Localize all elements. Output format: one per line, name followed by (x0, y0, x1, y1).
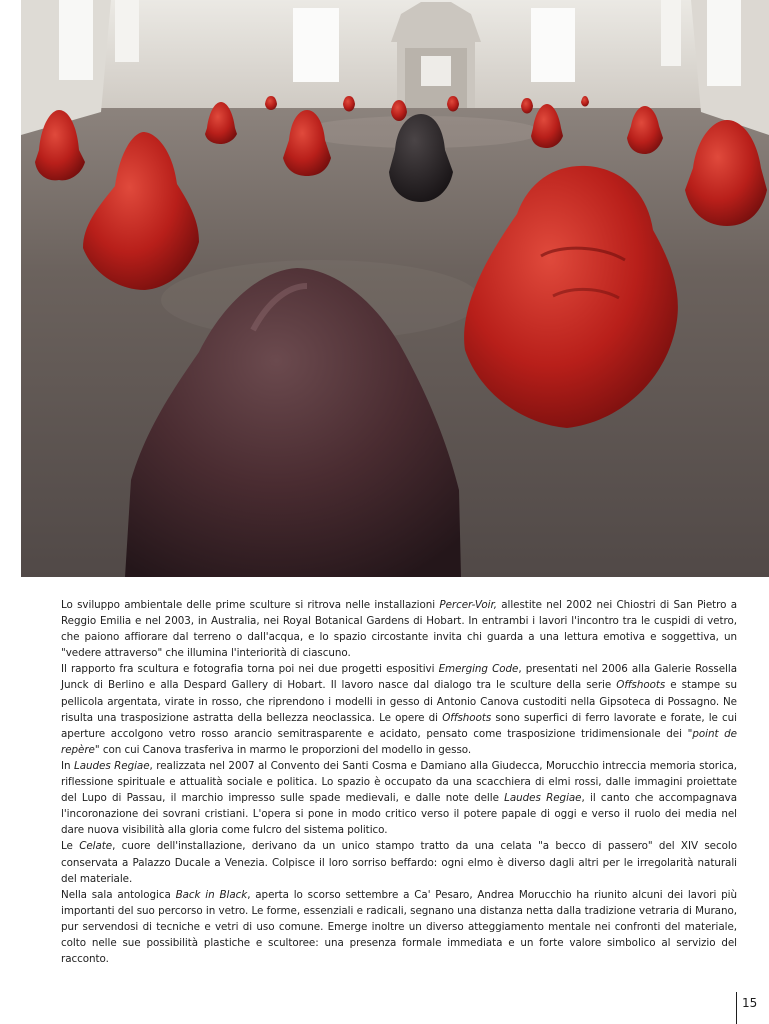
folio-rule (736, 992, 737, 1024)
italic-title: Laudes Regiae (504, 792, 582, 805)
article-paragraph (61, 661, 737, 758)
text-run: Il rapporto fra scultura e fotografia torna poi nei due progetti espositivi (61, 663, 439, 676)
text-run: , cuore dell'installazione, derivano da un unico stampo tratto da una celata "a becco di passero" del XIV secolo conservata a Palazzo Ducale a Venezia. Colpisce il loro sorriso beffardo: ogni elmo è diverso dagli altri per le irregolarità naturali del materiale. (61, 840, 737, 885)
text-run: Le (61, 840, 80, 853)
italic-title: Laudes Regiae (73, 759, 150, 772)
text-run: , il canto che accompagnava l'incoronazione dei sovrani cristiani. L'opera si pone in modo critico verso il potere papale di oggi e verso il ruolo dei media nel dare nuova visibilità alla gloria come fulcro del sistema politico. (61, 792, 737, 837)
text-run: con cui Canova trasferiva in marmo le proporzioni del modello in gesso. (99, 743, 472, 756)
text-run: , realizzata nel 2007 al Convento dei Santi Cosma e Damiano alla Giudecca, Morucchio intreccia memoria storica, riflessione spirituale e attualità sociale e politica. Lo spazio è occupato da una scacchiera di elmi rossi, dalle immagini proiettate del Lupo di Passau, il marchio impresso sulle spade medievali, e dalle note delle (61, 759, 737, 805)
text-run: , presentati nel 2006 alla Galerie Rossella Junck di Berlino e alla Despard Gallery di Hobart. Il lavoro nasce dal dialogo tra le sculture della serie (61, 663, 737, 692)
italic-title: Celate (79, 840, 113, 853)
text-run: sono superfici di ferro lavorate e forate, le cui aperture accolgono vetro rosso arancio semitrasparente e acidato, pensato come trasposizione tridimensionale dei (61, 711, 738, 740)
text-run: In (61, 759, 74, 772)
installation-photo (21, 0, 769, 577)
gallery-scene (21, 0, 769, 577)
article-paragraph (61, 887, 737, 967)
italic-title: Offshoots (616, 679, 666, 692)
text-run: allestite nel 2002 nei Chiostri di San Pietro a Reggio Emilia e nel 2003, in Australia, nei Royal Botanical Gardens di Hobart. In entrambi i lavori l'incontro tra le cuspidi di vetro, che paiono affiorare dal terreno o dall'acqua, e lo spazio circostante invita chi guarda a una lettura emotiva e soggettiva, un "vedere attraverso" che illumina l'interiorità di ciascuno. (61, 599, 737, 660)
article-paragraph (61, 597, 737, 661)
italic-title: "point de repère" (61, 727, 737, 756)
italic-title: Percer-Voir, (439, 599, 497, 611)
italic-title: Emerging Code (438, 663, 519, 676)
text-run: Nella sala antologica (61, 888, 176, 901)
text-run: Lo sviluppo ambientale delle prime sculture si ritrova nelle installazioni (61, 599, 440, 611)
text-run: e stampe su pellicola argentata, virate in rosso, che riprendono i modelli in gesso di Antonio Canova custoditi nella Gipsoteca di Possagno. Ne risulta una trasposizione astratta della bellezza neoclassica. Le opere di (61, 679, 737, 724)
italic-title: Offshoots (442, 711, 492, 724)
page-number: 15 (742, 996, 758, 1010)
article-body (61, 597, 737, 967)
article-paragraph (61, 758, 737, 838)
italic-title: Back in Black (175, 888, 248, 901)
article-paragraph (61, 838, 737, 886)
text-run: , aperta lo scorso settembre a Ca' Pesaro, Andrea Morucchio ha riunito alcuni dei lavori più importanti del suo percorso in vetro. Le forme, essenziali e radicali, segnano una distanza netta dalla tradizione vetraria di Murano, pur servendosi di tecniche e vetri di uso comune. Emerge inoltre un diverso atteggiamento mentale nei confronti del materiale, colto nelle sue possibilità plastiche e scultoree: una presenza formale immediata e un forte valore simbolico al servizio del racconto. (61, 888, 737, 966)
